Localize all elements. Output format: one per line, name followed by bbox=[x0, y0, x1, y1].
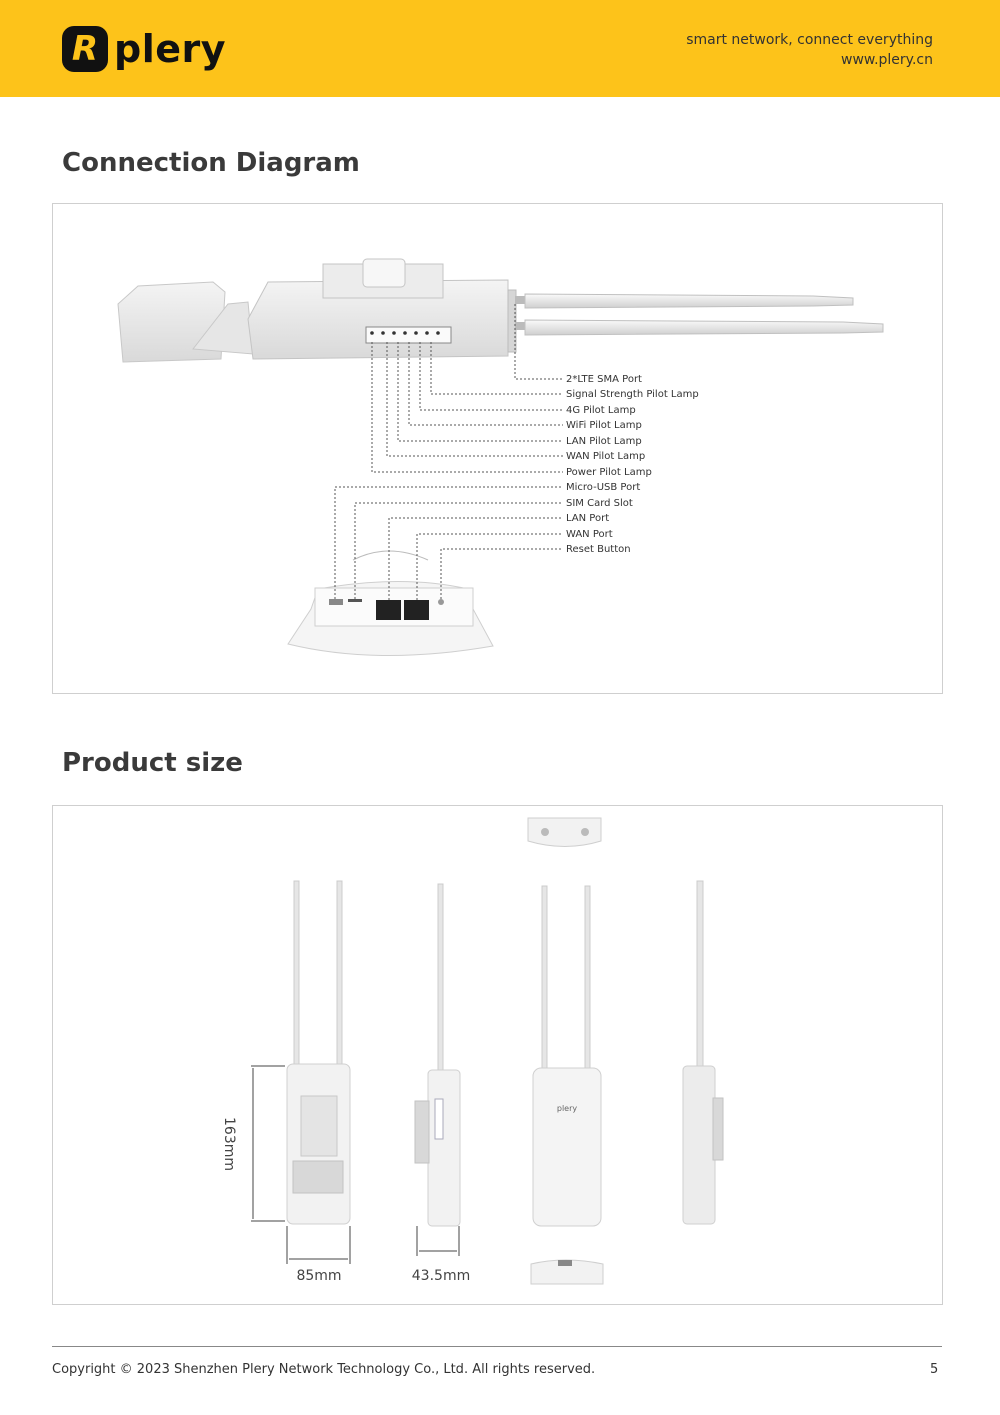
label-wifi-lamp: WiFi Pilot Lamp bbox=[566, 420, 642, 431]
connection-diagram-panel bbox=[52, 203, 943, 694]
label-sim-slot: SIM Card Slot bbox=[566, 498, 633, 509]
footer-copyright: Copyright © 2023 Shenzhen Plery Network Technology Co., Ltd. All rights reserved. bbox=[52, 1362, 596, 1377]
label-lan-lamp: LAN Pilot Lamp bbox=[566, 436, 642, 447]
router-side-view bbox=[118, 259, 516, 362]
product-size-figure bbox=[53, 806, 942, 1304]
label-wan-lamp: WAN Pilot Lamp bbox=[566, 451, 646, 462]
label-4g-lamp: 4G Pilot Lamp bbox=[566, 405, 636, 416]
device-back-view bbox=[287, 881, 350, 1224]
depth-dimension: 43.5mm bbox=[411, 1268, 471, 1284]
website: www.plery.cn bbox=[841, 52, 933, 68]
footer-divider bbox=[52, 1346, 942, 1347]
product-size-panel bbox=[52, 805, 943, 1305]
label-lte-sma-port: 2*LTE SMA Port bbox=[566, 374, 642, 385]
page-number: 5 bbox=[930, 1362, 939, 1377]
label-reset-button: Reset Button bbox=[566, 544, 631, 555]
label-micro-usb: Micro-USB Port bbox=[566, 482, 641, 493]
router-bottom-view bbox=[288, 551, 493, 656]
lte-antennas bbox=[515, 294, 883, 335]
device-side-view bbox=[415, 884, 460, 1226]
mount-bracket-top bbox=[528, 818, 601, 847]
device-brand-label: plery bbox=[556, 1104, 578, 1113]
connection-diagram-figure bbox=[53, 204, 942, 693]
header-tagline-block bbox=[686, 30, 933, 70]
page-header bbox=[0, 0, 1000, 97]
tagline: smart network, connect everything bbox=[686, 32, 933, 48]
device-front-view bbox=[533, 886, 601, 1226]
width-dimension: 85mm bbox=[296, 1268, 342, 1284]
label-wan-port: WAN Port bbox=[566, 529, 613, 540]
device-right-side-view bbox=[683, 881, 723, 1224]
callout-labels bbox=[566, 374, 699, 555]
brand-name: plery bbox=[114, 27, 227, 71]
label-signal-strength-lamp: Signal Strength Pilot Lamp bbox=[566, 389, 699, 400]
brand-logo bbox=[62, 26, 226, 72]
height-dimension: 163mm bbox=[221, 1117, 237, 1171]
label-lan-port: LAN Port bbox=[566, 513, 610, 524]
product-size-title: Product size bbox=[62, 748, 243, 778]
connection-diagram-title: Connection Diagram bbox=[62, 148, 360, 178]
mount-bracket-bottom bbox=[531, 1260, 603, 1284]
label-power-lamp: Power Pilot Lamp bbox=[566, 467, 652, 478]
logo-mark-icon: R bbox=[62, 26, 108, 72]
